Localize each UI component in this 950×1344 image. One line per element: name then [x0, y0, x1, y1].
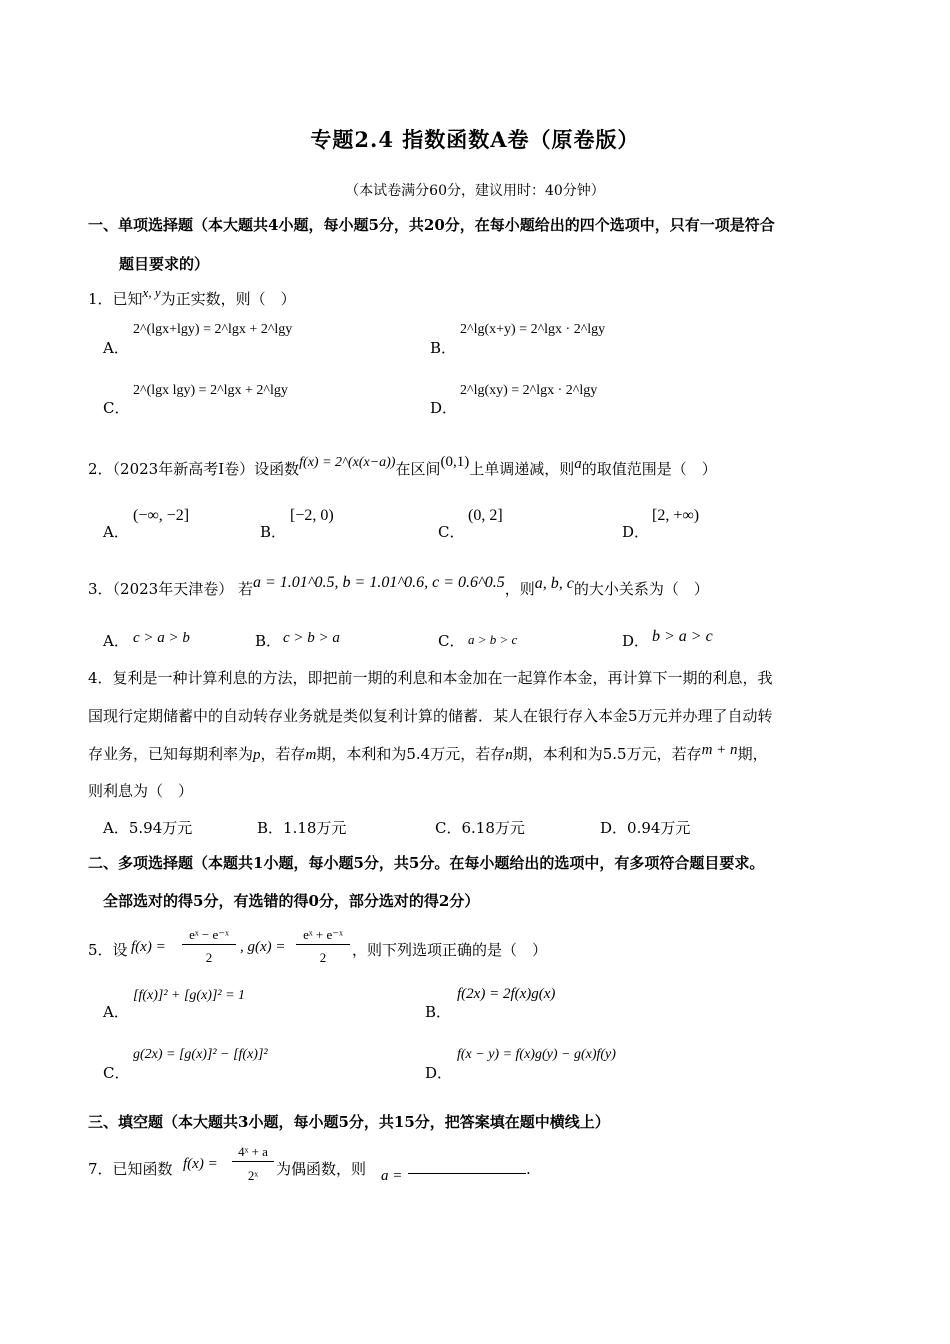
q4-option-c[interactable]: C．6.18万元 [435, 819, 525, 837]
q5-g-denominator: 2 [319, 950, 327, 965]
q7-answer-blank[interactable] [408, 1173, 526, 1174]
q4-option-d[interactable]: D．0.94万元 [600, 819, 691, 837]
q5-f-lhs: f(x) = [131, 939, 166, 955]
q1-option-a-label[interactable]: A． [103, 339, 129, 357]
q7-variable: a = [381, 1168, 403, 1184]
q2-option-a-label[interactable]: A． [103, 523, 129, 541]
q3-option-a-label[interactable]: A． [103, 632, 129, 650]
section-3-heading: 三、填空题（本大题共3小题，每小题5分，共15分，把答案填在题中横线上） [88, 1113, 610, 1131]
q5-option-b-label[interactable]: B． [425, 1003, 452, 1021]
q2-option-b-formula: [−2, 0) [290, 507, 334, 524]
q3-option-d-label[interactable]: D． [622, 632, 650, 650]
section-2-heading: 二、多项选择题（本题共1小题，每小题5分，共5分。在每小题给出的选项中，有多项符合题目要求。 [88, 854, 765, 872]
q2-function: f(x) = 2^(x(x−a)) [299, 455, 396, 470]
section-1-heading-cont: 题目要求的） [119, 255, 210, 273]
q2-option-b-label[interactable]: B． [260, 523, 287, 541]
q4-option-b[interactable]: B．1.18万元 [257, 819, 347, 837]
question-1-stem: 1．已知x, y为正实数，则（ ） [88, 285, 296, 308]
q7-end: . [526, 1160, 531, 1178]
q1-option-b-formula: 2^lg(x+y) = 2^lgx · 2^lgy [460, 322, 606, 337]
question-2-stem: 2．（2023年新高考Ⅰ卷）设函数f(x) = 2^(x(x−a))在区间(0,1)上单调递减，则a的取值范围是（ ） [88, 454, 717, 478]
q2-option-c-label[interactable]: C． [438, 523, 465, 541]
q3-option-b-formula: c > b > a [283, 630, 340, 646]
q5-option-d-formula: f(x − y) = f(x)g(y) − g(x)f(y) [457, 1047, 616, 1062]
q5-f-denominator: 2 [205, 950, 213, 965]
question-4-line-2: 国现行定期储蓄中的自动转存业务就是类似复利计算的储蓄．某人在银行存入本金5万元并办理了自动转 [88, 707, 773, 725]
q5-option-c-formula: g(2x) = [g(x)]² − [f(x)]² [133, 1047, 268, 1062]
question-4-line-3: 存业务，已知每期利率为p，若存m期，本利和为5.4万元，若存n期，本利和为5.5万元，若存m + n期， [88, 742, 768, 763]
q5-g-numerator: eˣ + e⁻ˣ [296, 927, 350, 945]
q1-option-c-label[interactable]: C． [103, 399, 130, 417]
q3-option-c-formula: a > b > c [468, 632, 518, 647]
q3-option-c-label[interactable]: C． [438, 632, 465, 650]
q3-variables: a, b, c [534, 575, 574, 592]
q7-denominator: 2ˣ [247, 1168, 259, 1183]
question-7-stem-label: 7．已知函数 [88, 1160, 173, 1178]
page-subtitle: （本试卷满分60分，建议用时：40分钟） [345, 183, 605, 199]
q4-option-a[interactable]: A．5.94万元 [103, 819, 193, 837]
q1-option-c-formula: 2^(lgx lgy) = 2^lgx + 2^lgy [133, 383, 288, 398]
q7-f-lhs: f(x) = [183, 1156, 218, 1172]
q1-option-d-formula: 2^lg(xy) = 2^lgx · 2^lgy [460, 383, 598, 398]
q1-option-a-formula: 2^(lgx+lgy) = 2^lgx + 2^lgy [133, 322, 293, 337]
q2-variable: a [574, 456, 582, 472]
question-7-stem-mid: 为偶函数，则 [276, 1160, 367, 1178]
q5-g-lhs: , g(x) = [240, 939, 286, 955]
q5-option-a-label[interactable]: A． [103, 1003, 129, 1021]
q2-interval: (0,1) [440, 454, 470, 470]
q1-option-d-label[interactable]: D． [430, 399, 458, 417]
q5-f-numerator: eˣ − e⁻ˣ [182, 927, 236, 945]
q3-option-b-label[interactable]: B． [255, 632, 282, 650]
section-1-heading: 一、单项选择题（本大题共4小题，每小题5分，共20分，在每小题给出的四个选项中，只有一项是符合 [88, 216, 775, 234]
q5-option-c-label[interactable]: C． [103, 1064, 130, 1082]
q3-expression: a = 1.01^0.5, b = 1.01^0.6, c = 0.6^0.5 [253, 574, 505, 591]
q2-option-d-formula: [2, +∞) [652, 507, 700, 524]
question-4-line-1: 4．复利是一种计算利息的方法，即把前一期的利息和本金加在一起算作本金，再计算下一期的利息，我 [88, 669, 773, 687]
q5-option-b-formula: f(2x) = 2f(x)g(x) [457, 986, 556, 1002]
q3-option-a-formula: c > a > b [133, 630, 190, 646]
q5-option-d-label[interactable]: D． [425, 1064, 453, 1082]
q5-option-a-formula: [f(x)]² + [g(x)]² = 1 [133, 988, 246, 1003]
q2-option-a-formula: (−∞, −2] [133, 507, 190, 524]
question-3-stem: 3．（2023年天津卷） 若a = 1.01^0.5, b = 1.01^0.6, c = 0.6^0.5，则a, b, c的大小关系为（ ） [88, 574, 709, 598]
q2-option-c-formula: (0, 2] [468, 507, 503, 524]
q2-option-d-label[interactable]: D． [622, 523, 650, 541]
page-title: 专题2.4 指数函数A卷（原卷版） [310, 127, 640, 152]
question-4-line-4: 则利息为（ ） [88, 782, 194, 800]
question-5-stem-label: 5．设 [88, 941, 128, 959]
section-2-heading-cont: 全部选对的得5分，有选错的得0分，部分选对的得2分） [103, 892, 480, 910]
q1-option-b-label[interactable]: B． [430, 339, 457, 357]
q7-numerator: 4ˣ + a [232, 1144, 274, 1162]
q3-option-d-formula: b > a > c [652, 628, 713, 645]
q1-variables: x, y [142, 285, 161, 300]
question-5-stem-end: ，则下列选项正确的是（ ） [352, 941, 548, 959]
